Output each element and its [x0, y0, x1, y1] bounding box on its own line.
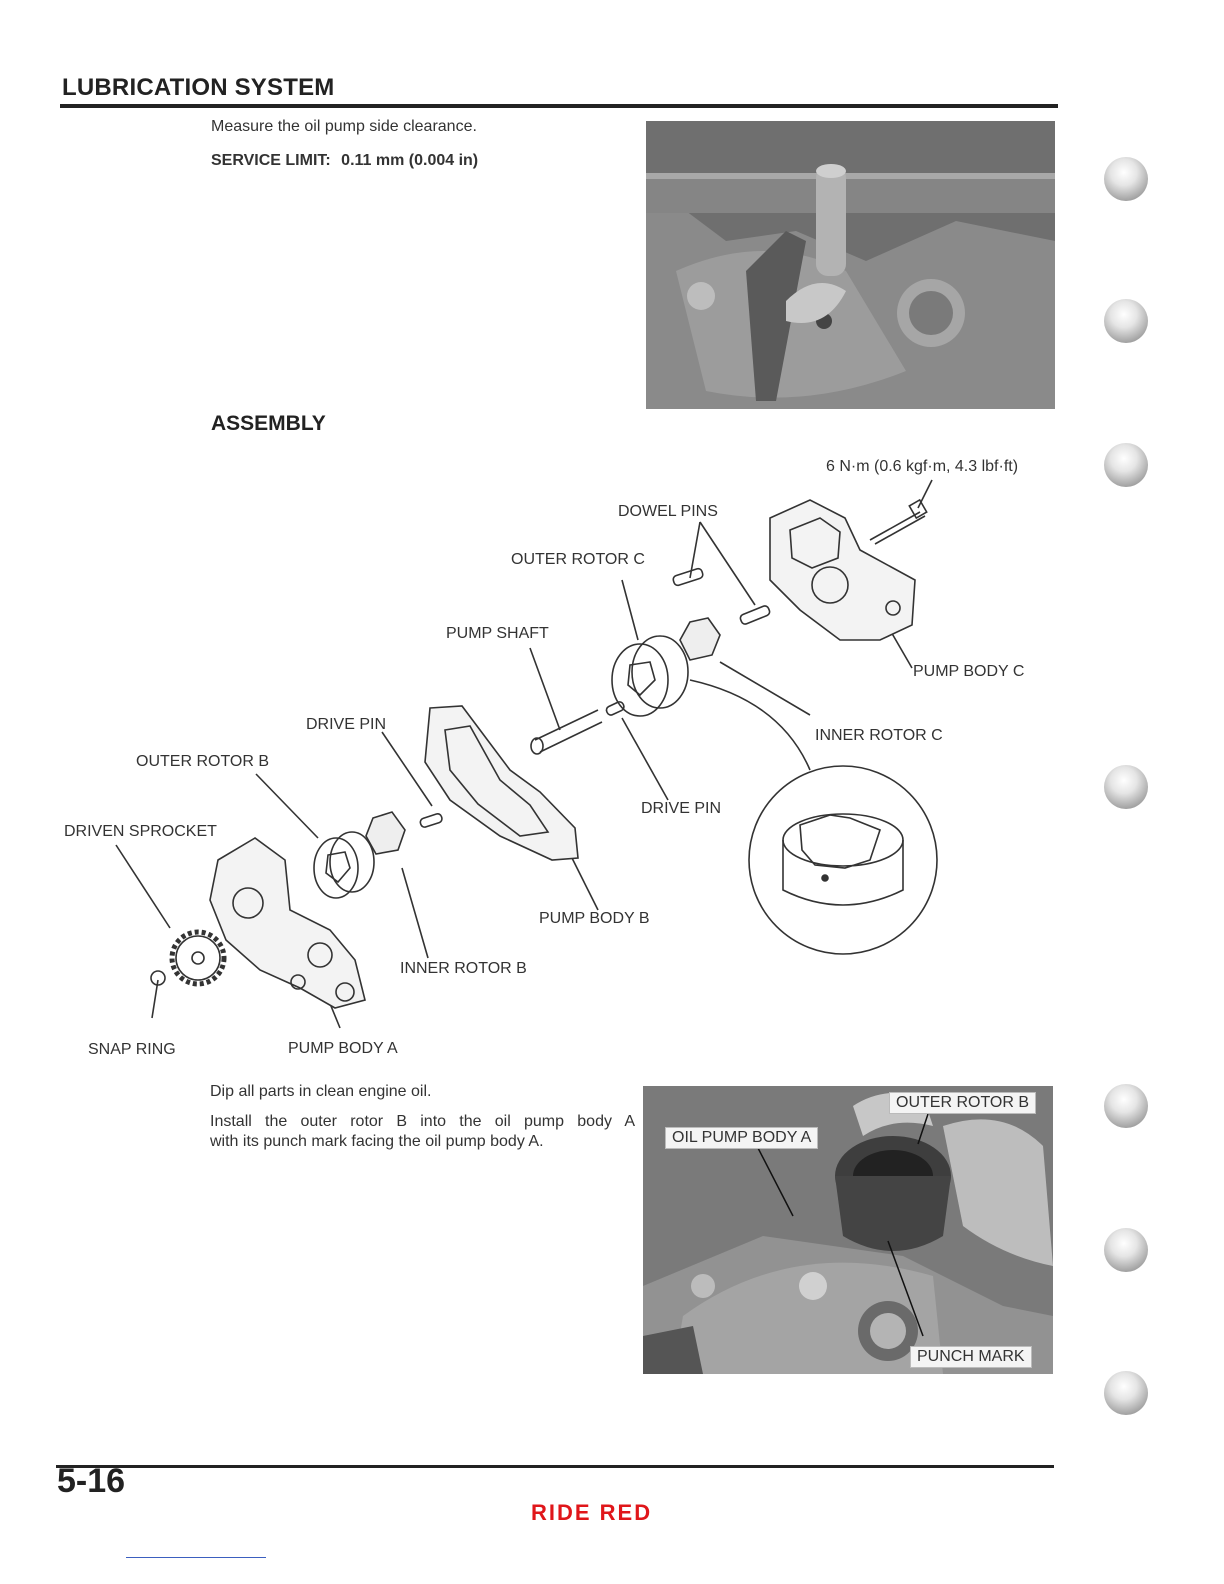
- callout-outer-rotor-b: OUTER ROTOR B: [889, 1092, 1036, 1114]
- section-tab-dot-5: [1104, 1084, 1148, 1128]
- service-limit-label: SERVICE LIMIT:: [211, 152, 331, 169]
- photo-side-clearance: [646, 121, 1055, 409]
- label-pump-shaft: PUMP SHAFT: [446, 625, 549, 642]
- label-driven-sprocket: DRIVEN SPROCKET: [64, 823, 217, 840]
- section-tab-dot-6: [1104, 1228, 1148, 1272]
- photo-outer-rotor-install: [643, 1086, 1053, 1374]
- callout-oil-pump-body-a: OIL PUMP BODY A: [665, 1127, 818, 1149]
- label-snap-ring: SNAP RING: [88, 1041, 176, 1058]
- section-tab-dot-3: [1104, 443, 1148, 487]
- section-title: LUBRICATION SYSTEM: [62, 74, 335, 101]
- label-pump-body-b: PUMP BODY B: [539, 910, 650, 927]
- label-drive-pin-1: DRIVE PIN: [306, 716, 387, 733]
- label-torque: 6 N·m (0.6 kgf·m, 4.3 lbf·ft): [826, 458, 1019, 475]
- label-inner-rotor-b: INNER ROTOR B: [400, 960, 527, 977]
- footer-brand-logo: RIDE RED: [531, 1500, 653, 1525]
- section-tab-dot-2: [1104, 299, 1148, 343]
- assembly-heading: ASSEMBLY: [211, 412, 326, 435]
- exploded-diagram: [0, 440, 1070, 1080]
- label-pump-body-a: PUMP BODY A: [288, 1040, 398, 1057]
- callout-punch-mark: PUNCH MARK: [910, 1346, 1032, 1368]
- service-limit: [211, 151, 478, 171]
- label-outer-rotor-b: OUTER ROTOR B: [136, 753, 270, 770]
- section-tab-dot-7: [1104, 1371, 1148, 1415]
- label-outer-rotor-c: OUTER ROTOR C: [511, 551, 645, 568]
- section-tab-dot-4: [1104, 765, 1148, 809]
- intro-text: Measure the oil pump side clearance.: [211, 118, 477, 135]
- instruction-dip: Dip all parts in clean engine oil.: [210, 1083, 432, 1100]
- instruction-install-1: Install the outer rotor B into the oil pump body A: [210, 1113, 635, 1130]
- footer-rule: [56, 1465, 1054, 1468]
- header-rule: [60, 104, 1058, 108]
- footer-underline: [126, 1557, 266, 1558]
- section-tab-dot-1: [1104, 157, 1148, 201]
- service-limit-value: 0.11 mm (0.004 in): [341, 152, 479, 169]
- label-dowel-pins: DOWEL PINS: [618, 503, 718, 520]
- label-pump-body-c: PUMP BODY C: [913, 663, 1025, 680]
- label-inner-rotor-c: INNER ROTOR C: [815, 727, 943, 744]
- label-drive-pin-2: DRIVE PIN: [641, 800, 722, 817]
- page-number: 5-16: [57, 1462, 126, 1500]
- instruction-install-2: with its punch mark facing the oil pump body A.: [210, 1133, 544, 1150]
